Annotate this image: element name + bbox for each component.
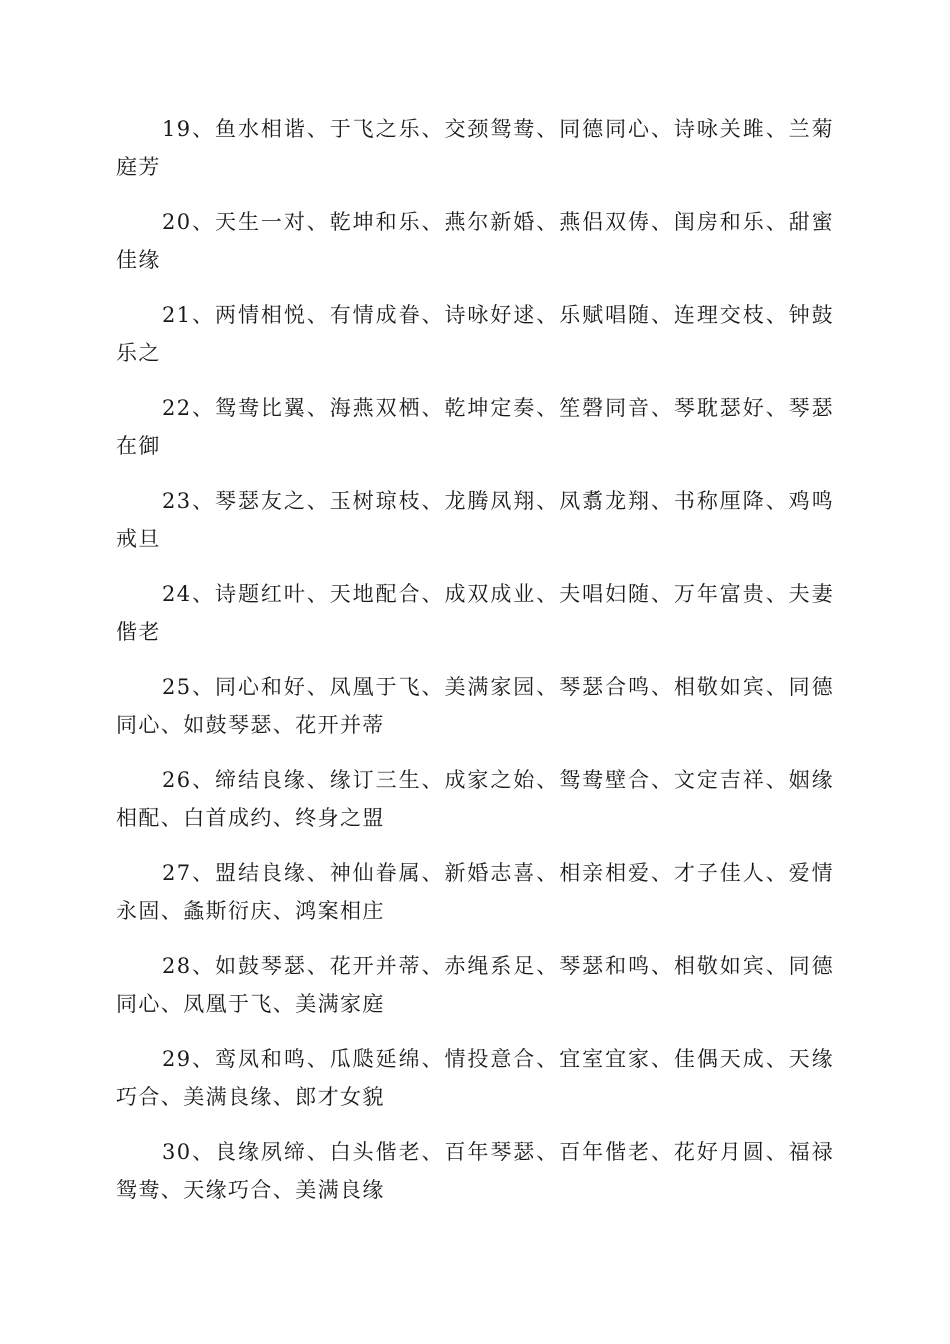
paragraph-23: 23、琴瑟友之、玉树琼枝、龙腾凤翔、凤翥龙翔、书称厘降、鸡鸣戒旦: [116, 489, 834, 551]
paragraph-25: 25、同心和好、凤凰于飞、美满家园、琴瑟合鸣、相敬如宾、同德同心、如鼓琴瑟、花开并蒂: [116, 675, 834, 737]
paragraph-20: 20、天生一对、乾坤和乐、燕尔新婚、燕侣双俦、闺房和乐、甜蜜佳缘: [116, 210, 834, 272]
paragraph-30: 30、良缘夙缔、白头偕老、百年琴瑟、百年偕老、花好月圆、福禄鸳鸯、天缘巧合、美满良缘: [116, 1140, 834, 1202]
paragraph-28: 28、如鼓琴瑟、花开并蒂、赤绳系足、琴瑟和鸣、相敬如宾、同德同心、凤凰于飞、美满家庭: [116, 954, 834, 1016]
paragraph-21: 21、两情相悦、有情成眷、诗咏好逑、乐赋唱随、连理交枝、钟鼓乐之: [116, 303, 834, 365]
paragraph-24: 24、诗题红叶、天地配合、成双成业、夫唱妇随、万年富贵、夫妻偕老: [116, 582, 834, 644]
paragraph-22: 22、鸳鸯比翼、海燕双栖、乾坤定奏、笙磬同音、琴耽瑟好、琴瑟在御: [116, 396, 834, 458]
document-body: [116, 110, 834, 1226]
paragraph-27: 27、盟结良缘、神仙眷属、新婚志喜、相亲相爱、才子佳人、爱情永固、螽斯衍庆、鸿案相庄: [116, 861, 834, 923]
paragraph-26: 26、缔结良缘、缘订三生、成家之始、鸳鸯壁合、文定吉祥、姻缘相配、白首成约、终身之盟: [116, 768, 834, 830]
paragraph-29: 29、鸾凤和鸣、瓜瓞延绵、情投意合、宜室宜家、佳偶天成、天缘巧合、美满良缘、郎才女貌: [116, 1047, 834, 1109]
paragraph-19: 19、鱼水相谐、于飞之乐、交颈鸳鸯、同德同心、诗咏关雎、兰菊庭芳: [116, 117, 834, 179]
